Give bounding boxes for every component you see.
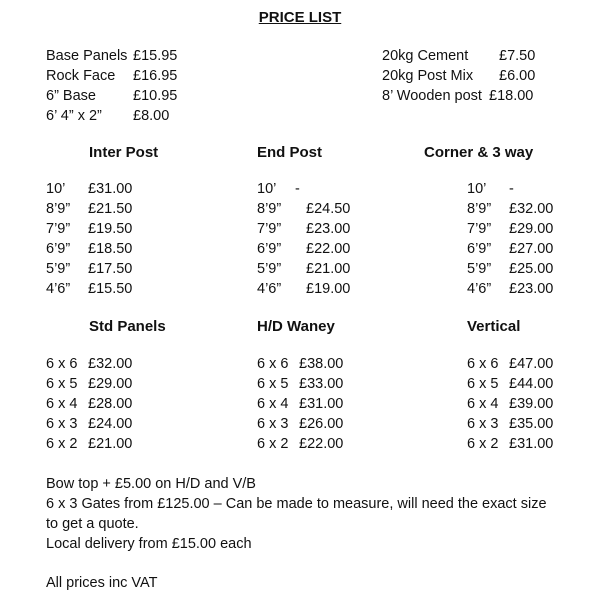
page-title: PRICE LIST <box>258 9 342 26</box>
bow-top-note: Bow top + £5.00 on H/D and V/B <box>46 476 256 492</box>
delivery-note: Local delivery from £15.00 each <box>46 536 252 552</box>
gates-note: 6 x 3 Gates from £125.00 – Can be made to measure, will need the exact size <box>46 496 547 512</box>
std-panels-heading: Std Panels <box>89 318 166 335</box>
inter-post-heading: Inter Post <box>89 144 159 161</box>
hd-waney-heading: H/D Waney <box>257 318 335 335</box>
corner-post-heading: Corner & 3 way <box>424 144 534 161</box>
vat-note: All prices inc VAT <box>46 575 158 591</box>
gates-note-continued: to get a quote. <box>46 516 139 532</box>
end-post-heading: End Post <box>257 144 323 161</box>
vertical-heading: Vertical <box>467 318 521 335</box>
